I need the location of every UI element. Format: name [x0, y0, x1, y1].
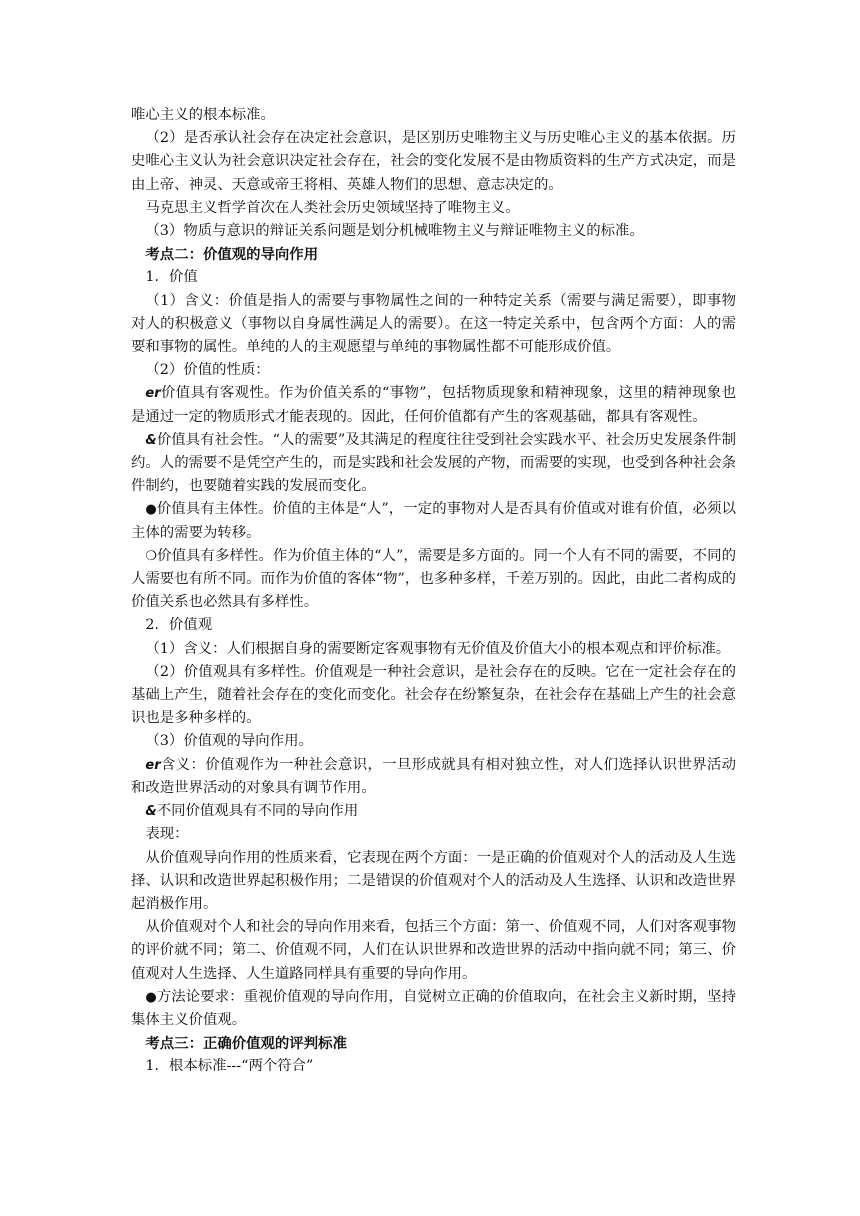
- bullet-glyph: ●: [145, 989, 157, 1005]
- paragraph-text: （1）含义：人们根据自身的需要断定客观事物有无价值及价值大小的根本观点和评价标准。: [145, 640, 731, 657]
- paragraph: [131, 754, 736, 800]
- paragraph: [131, 498, 736, 544]
- paragraph-text: （3）价值观的导向作用。: [145, 733, 313, 750]
- bullet-glyph: er: [145, 757, 161, 773]
- paragraph: [131, 986, 736, 1032]
- paragraph-text: 价值具有社会性。“人的需要”及其满足的程度往往受到社会实践水平、社会历史发展条件制约。人的需要不是凭空产生的，而是实践和社会发展的产物，而需要的实现，也受到各种社会条件制约，也要随着实践的发展而变化。: [131, 431, 736, 495]
- paragraph-text: 含义：价值观作为一种社会意识，一旦形成就具有相对独立性，对人们选择认识世界活动和改造世界活动的对象具有调节作用。: [131, 756, 736, 796]
- paragraph: [131, 823, 736, 846]
- paragraph-text: （3）物质与意识的辩证关系问题是划分机械唯物主义与辩证唯物主义的标准。: [145, 223, 644, 240]
- bullet-glyph: ❍: [145, 548, 158, 564]
- paragraph: [131, 1055, 736, 1078]
- paragraph-text: 唯心主义的根本标准。: [131, 107, 275, 123]
- paragraph-text: 价值具有多样性。作为价值主体的“人”，需要是多方面的。同一个人有不同的需要，不同的人需要也有所不同。而作为价值的客体“物”，也多种多样，千差万别的。因此，由此二者构成的价值关系也必然具有多样性。: [131, 547, 736, 611]
- paragraph-text: 方法论要求：重视价值观的导向作用，自觉树立正确的价值取向，在社会主义新时期，坚持集体主义价值观。: [131, 988, 736, 1028]
- paragraph-text: 2．价值观: [145, 617, 213, 634]
- paragraph-text: （2）是否承认社会存在决定社会意识，是区别历史唯物主义与历史唯心主义的基本依据。历史唯心主义认为社会意识决定社会存在，社会的变化发展不是由物质资料的生产方式决定，而是由上帝、神灵、天意或帝王将相、英雄人物们的思想、意志决定的。: [131, 130, 736, 193]
- paragraph: [131, 429, 736, 499]
- paragraph: [131, 638, 736, 661]
- paragraph: [131, 197, 736, 220]
- paragraph: [131, 847, 736, 917]
- paragraph-text: 价值具有客观性。作为价值关系的“事物”，包括物质现象和精神现象，这里的精神现象也是通过一定的物质形式才能表现的。因此，任何价值都有产生的客观基础，都具有客观性。: [131, 385, 736, 425]
- paragraph: [131, 661, 736, 731]
- paragraph: [131, 614, 736, 637]
- paragraph: [131, 359, 736, 382]
- paragraph: [131, 127, 736, 197]
- paragraph-text: 表现：: [145, 826, 189, 843]
- paragraph: [131, 266, 736, 289]
- paragraph: [131, 916, 736, 986]
- paragraph-text: 不同价值观具有不同的导向作用: [156, 803, 359, 820]
- paragraph: [131, 290, 736, 360]
- paragraph: [131, 220, 736, 243]
- paragraph-text: 1．价值: [145, 269, 198, 286]
- paragraph-text: （2）价值的性质：: [145, 362, 270, 379]
- paragraph-text: 考点二：价值观的导向作用: [145, 246, 319, 264]
- bullet-glyph: &: [145, 432, 157, 448]
- paragraph: [131, 545, 736, 615]
- paragraph-text: 从价值观导向作用的性质来看，它表现在两个方面：一是正确的价值观对个人的活动及人生选择、认识和改造世界起积极作用；二是错误的价值观对个人的活动及人生选择、认识和改造世界起消极作用。: [131, 849, 736, 912]
- section-heading: [131, 1032, 736, 1055]
- paragraph-text: 1．根本标准---“两个符合”: [145, 1058, 314, 1075]
- bullet-glyph: ●: [145, 502, 157, 518]
- paragraph-text: 价值具有主体性。价值的主体是“人”，一定的事物对人是否具有价值或对谁有价值，必须以主体的需要为转移。: [131, 501, 737, 541]
- section-heading: [131, 243, 736, 266]
- paragraph-text: 从价值观对个人和社会的导向作用来看，包括三个方面：第一、价值观不同，人们对客观事物的评价就不同；第二、价值观不同，人们在认识世界和改造世界的活动中指向就不同；第三、价值观对人生选择、人生道路同样具有重要的导向作用。: [131, 919, 736, 982]
- bullet-glyph: &: [145, 804, 157, 820]
- paragraph: [131, 730, 736, 753]
- paragraph: [131, 382, 736, 428]
- paragraph: [131, 104, 736, 127]
- paragraph-text: 考点三：正确价值观的评判标准: [145, 1035, 347, 1053]
- paragraph: [131, 800, 736, 823]
- paragraph-text: （1）含义：价值是指人的需要与事物属性之间的一种特定关系（需要与满足需要），即事物对人的积极意义（事物以自身属性满足人的需要）。在这一特定关系中，包含两个方面：人的需要和事物的属性。单纯的人的主观愿望与单纯的事物属性都不可能形成价值。: [131, 292, 736, 356]
- bullet-glyph: er: [145, 386, 161, 402]
- paragraph-text: 马克思主义哲学首次在人类社会历史领域坚持了唯物主义。: [145, 199, 520, 216]
- paragraph-text: （2）价值观具有多样性。价值观是一种社会意识，是社会存在的反映。它在一定社会存在的基础上产生，随着社会存在的变化而变化。社会存在纷繁复杂，在社会存在基础上产生的社会意识也是多种多样的。: [131, 663, 736, 727]
